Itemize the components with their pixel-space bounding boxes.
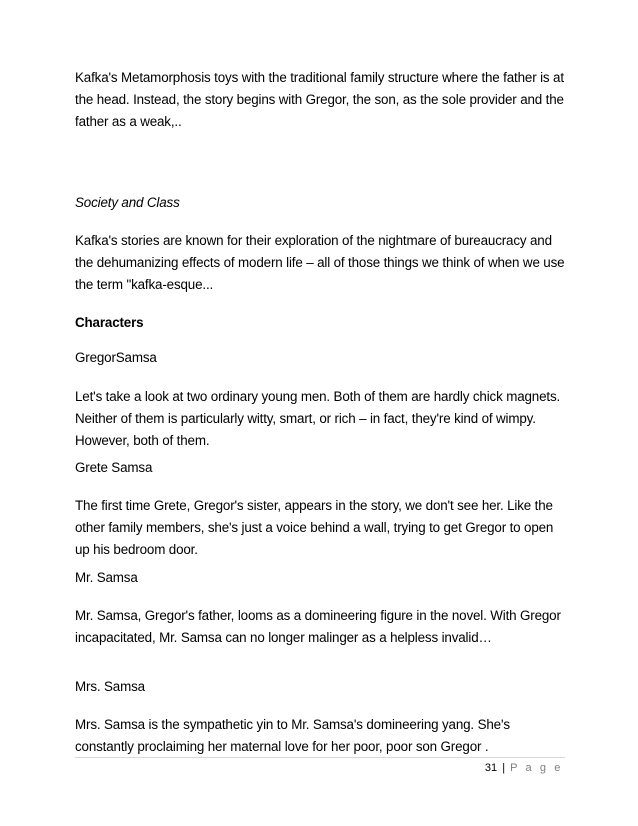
character-name-mr-samsa: Mr. Samsa [75,570,138,585]
page-label: P a g e [510,762,563,774]
section-heading-characters: Characters [75,315,144,330]
footer-separator: | [502,762,506,774]
footer-divider [75,757,565,758]
character-name-mrs-samsa: Mrs. Samsa [75,679,145,694]
character-name-gregor: GregorSamsa [75,350,157,365]
mrs-samsa-paragraph: Mrs. Samsa is the sympathetic yin to Mr. Samsa's domineering yang. She's constantly proclaiming her maternal love for her poor, poor son Gregor . [75,717,510,754]
section-heading-society: Society and Class [75,195,180,210]
page-footer [485,761,563,775]
mr-samsa-paragraph: Mr. Samsa, Gregor's father, looms as a domineering figure in the novel. With Gregor incapacitated, Mr. Samsa can no longer malinger as a helpless invalid… [75,608,561,645]
grete-paragraph: The first time Grete, Gregor's sister, appears in the story, we don't see her. Like the other family members, she's just a voice behind a wall, trying to get Gregor to open up his bedroom door. [75,498,554,557]
page-number: 31 [484,762,498,774]
character-name-grete: Grete Samsa [75,460,153,475]
society-paragraph: Kafka's stories are known for their exploration of the nightmare of bureaucracy and the dehumanizing effects of modern life – all of those things we think of when we use the term "kafka-esque... [75,233,565,292]
intro-paragraph: Kafka's Metamorphosis toys with the traditional family structure where the father is at the head. Instead, the story begins with Gregor, the son, as the sole provider and the father as a weak,.. [75,70,564,129]
gregor-paragraph: Let's take a look at two ordinary young men. Both of them are hardly chick magnets. Neither of them is particularly witty, smart, or rich – in fact, they're kind of wimpy. However, both of them. [75,389,561,448]
